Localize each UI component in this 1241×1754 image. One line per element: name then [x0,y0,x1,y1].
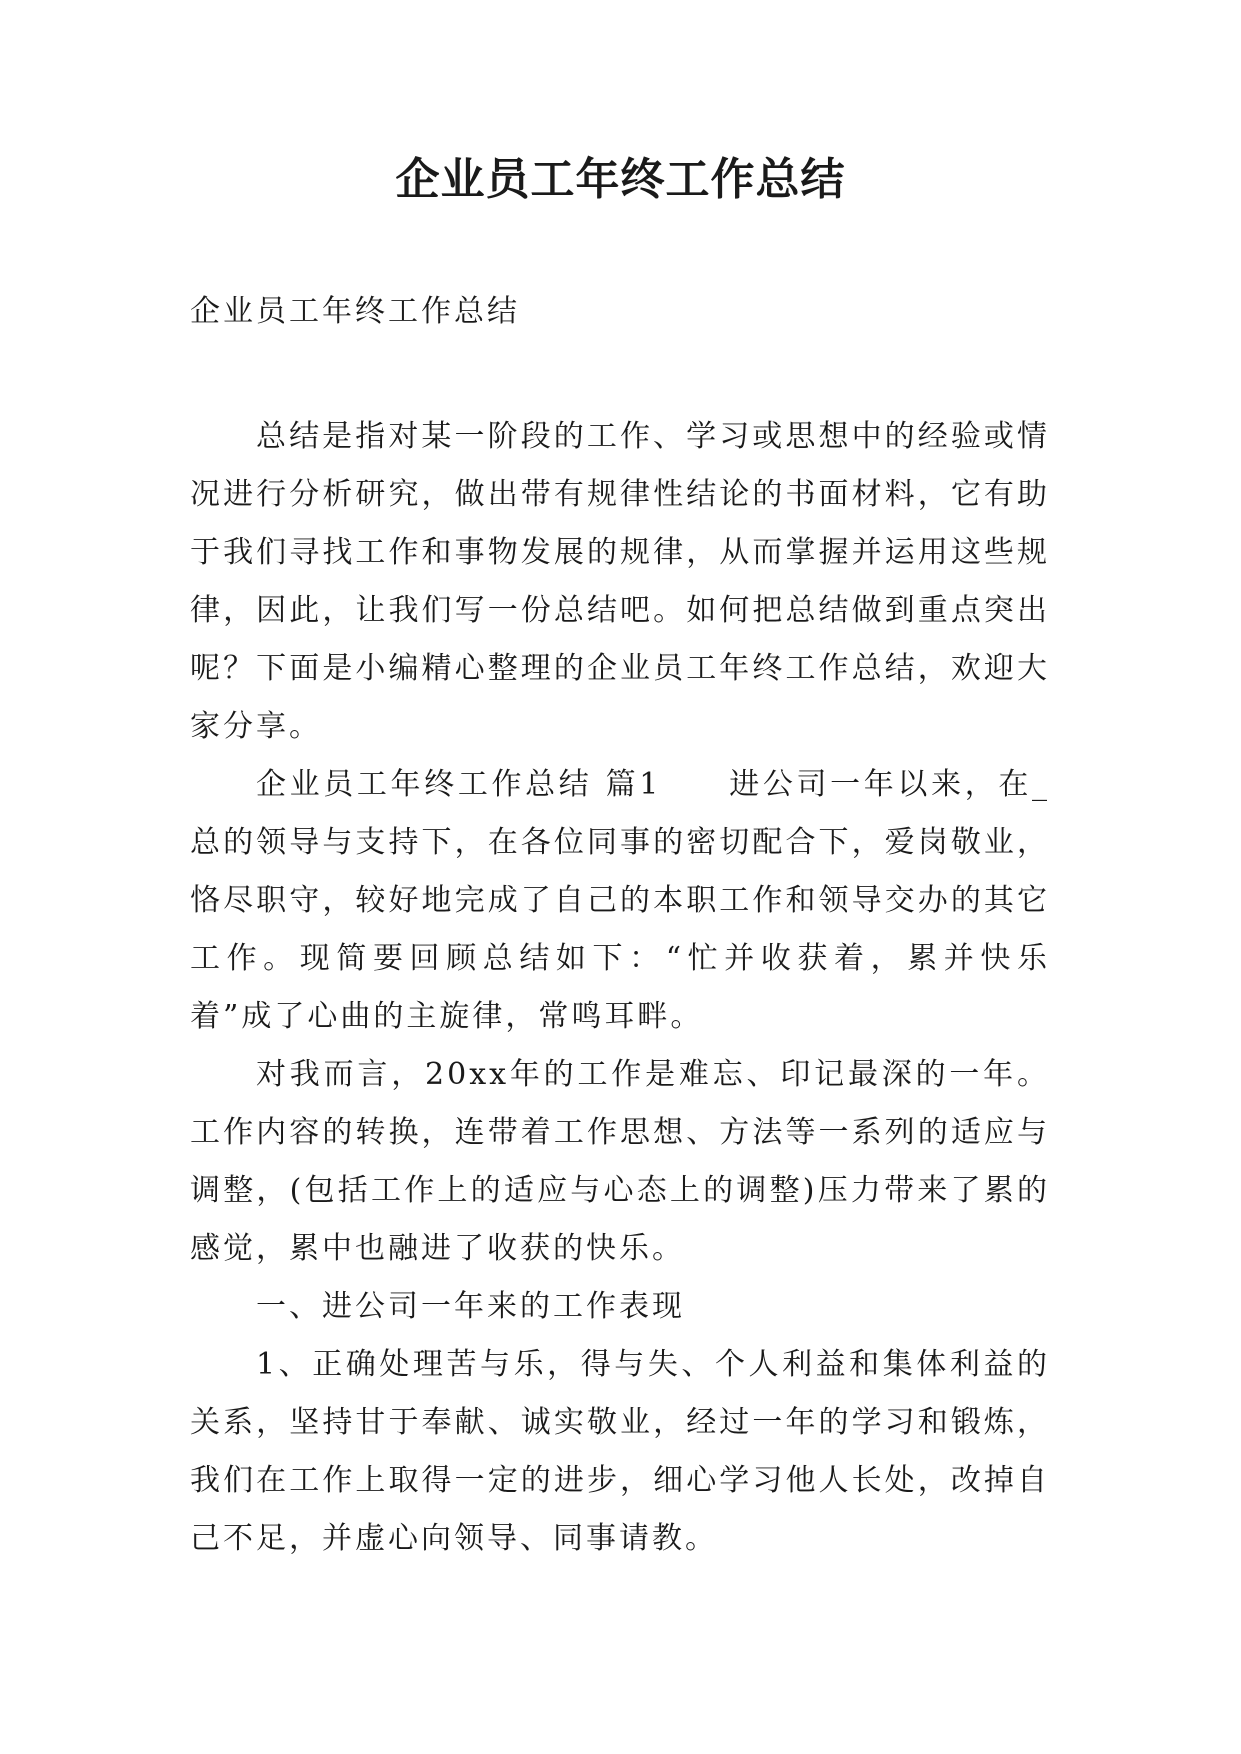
paragraph-intro: 总结是指对某一阶段的工作、学习或思想中的经验或情况进行分析研究，做出带有规律性结论的书面材料，它有助于我们寻找工作和事物发展的规律，从而掌握并运用这些规律，因此，让我们写一份总结吧。如何把总结做到重点突出呢？下面是小编精心整理的企业员工年终工作总结，欢迎大家分享。 [190,419,1050,744]
document-body [190,408,1050,1568]
section-heading: 一、进公司一年来的工作表现 [256,1289,685,1324]
document-title: 企业员工年终工作总结 [395,154,846,205]
paragraph-reflection: 对我而言，20xx年的工作是难忘、印记最深的一年。工作内容的转换，连带着工作思想、方法等一系列的适应与调整，(包括工作上的适应与心态上的调整)压力带来了累的感觉，累中也融进了收获的快乐。 [190,1057,1050,1266]
paragraph-point-1: 1、正确处理苦与乐，得与失、个人利益和集体利益的关系，坚持甘于奉献、诚实敬业，经过一年的学习和锻炼，我们在工作上取得一定的进步，细心学习他人长处，改掉自己不足，并虚心向领导、同事请教。 [190,1347,1050,1556]
paragraph-part-1: 企业员工年终工作总结 篇1 进公司一年以来，在_总的领导与支持下，在各位同事的密切配合下，爱岗敬业，恪尽职守，较好地完成了自己的本职工作和领导交办的其它工作。现简要回顾总结如下：“忙并收获着，累并快乐着”成了心曲的主旋律，常鸣耳畔。 [190,767,1050,1034]
document-subtitle: 企业员工年终工作总结 [190,294,520,329]
